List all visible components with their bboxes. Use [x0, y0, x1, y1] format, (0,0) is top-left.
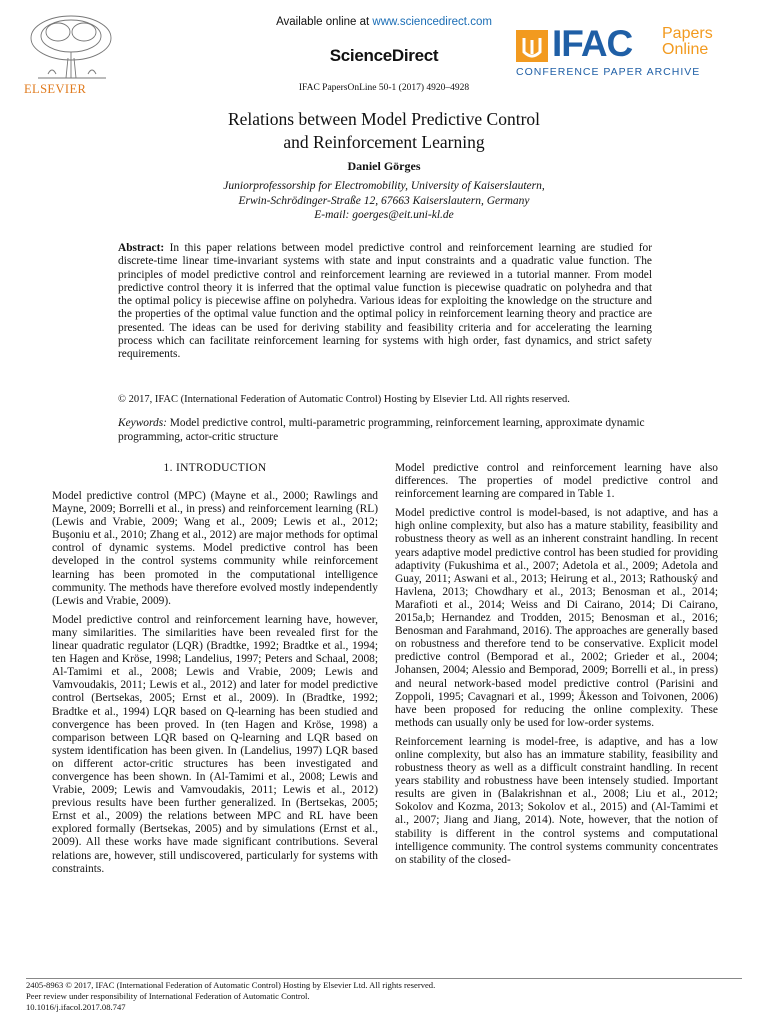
paragraph: Reinforcement learning is model-free, is adaptive, and has a low online complexity, but also has an immature stability, feasibility and robustness theory as well as a difficult constraint handling. In recent years stability and robustness have been intensely studied. Important results are given in (Balakrishnan et al., 2008; Liu et al., 2012; Sokolov and Kozma, 2013; Sokolov et al., 2015) and (Al-Tamimi et al., 2007; Jiang and Jiang, 2014). Note, however, that the notion of stability is different in the control systems and computational intelligence community. The control systems community concentrates on stability of the closed-	[395, 735, 718, 866]
elsevier-tree-icon	[18, 12, 124, 84]
keywords-text: Model predictive control, multi-parametric programming, reinforcement learning, approximate dynamic programming, actor-critic structure	[118, 417, 645, 443]
right-column	[395, 462, 718, 873]
abstract	[118, 242, 652, 362]
footer-copyright: 2405-8963 © 2017, IFAC (International Federation of Automatic Control) Hosting by Elsevier Ltd. All rights reserved.	[26, 980, 436, 990]
footer-doi: 10.1016/j.ifacol.2017.08.747	[26, 1002, 126, 1013]
left-column	[52, 490, 378, 882]
author-email: E-mail: goerges@eit.uni-kl.de	[314, 209, 454, 221]
footer-peer-review: Peer review under responsibility of International Federation of Automatic Control.	[26, 991, 310, 1002]
paragraph: Model predictive control is model-based, is not adaptive, and has a high online complexity, but also has a mature stability, feasibility and robustness theory as well as an inherent constraint handling. In recent years adaptive model predictive control has been studied for providing adaptivity (Fukushima et al., 2007; Adetola et al., 2009; Adetola and Guay, 2011; Aswani et al., 2013; Heirung et al., 2013; Rathouský and Havlena, 2013; Chowdhary et al., 2013; Benosman et al., 2014; Marafioti et al., 2014; Weiss and Di Cairano, 2014; Di Cairano, 2015a,b; Hernandez and Trodden, 2015; Benosman et al., 2016; Benosman and Farahmand, 2016). The approaches are generally based on robustness and therefore tend to be conservative. Explicit model predictive control (Bemporad et al., 2002; Grieder et al., 2004; Johansen, 2004; Alessio and Bemporad, 2009; Borrelli et al., in press) and neural network-based model predictive control (Parisini and Zoppoli, 1995; Cavagnari et al., 1999; Åkesson and Toivonen, 2006) have been proposed for reducing the online complexity. These methods can usually only be used for low-order systems.	[395, 507, 718, 729]
ifac-logo	[516, 23, 722, 82]
elsevier-logo	[18, 12, 124, 94]
keywords	[118, 416, 652, 444]
ifac-papers: Papers	[662, 25, 713, 42]
affiliation-line2: Erwin-Schrödinger-Straße 12, 67663 Kaiserslautern, Germany	[238, 194, 530, 207]
section-heading: 1. INTRODUCTION	[163, 462, 267, 474]
footer-divider	[26, 978, 742, 979]
paper-title	[80, 108, 688, 154]
paragraph: Model predictive control and reinforcement learning have, however, many similarities. The similarities have been revealed first for the linear quadratic regulator (LQR) (Bradtke, 1992; Bradtke et al., 1994; ten Hagen and Kröse, 1998; Landelius, 1997; Peters and Schaal, 2008; Al-Tamimi et al., 2008; Lewis and Vrabie, 2009; Lewis and Vamvoudakis, 2011; Lewis et al., 2012) and later for model predictive control (Bertsekas, 2005; Ernst et al., 2009). In (Bradtke, 1992; Bradtke et al., 1994) LQR based on Q-learning has been studied and convergence has been proved. In (ten Hagen and Kröse, 1998) a comparison between LQR based on Q-learning and LQR based on system identification has been given. In (Landelius, 1997) LQR based on different actor-critic structures has been investigated and convergence has been shown. In (Al-Tamimi et al., 2008; Lewis and Vrabie, 2009; Lewis and Vamvoudakis, 2011; Lewis et al., 2012) previous results have been further generalized. In (Bertsekas, 2005; Ernst et al., 2009) the relations between MPC and RL have been explored formally (Bertsekas, 2005) and by simulations (Ernst et al., 2009). All these works have made significant contributions. Several relations are, however, still undiscovered, particularly for systems with constraints.	[52, 613, 378, 875]
keywords-label: Keywords:	[118, 417, 167, 429]
footer	[26, 980, 742, 1014]
ifac-wordmark: IFAC	[552, 23, 633, 64]
available-online-label: Available online at	[276, 16, 373, 28]
sciencedirect-link[interactable]: www.sciencedirect.com	[372, 16, 492, 28]
ifac-mark-icon	[516, 30, 548, 62]
paper-title-line1: Relations between Model Predictive Control	[227, 109, 541, 129]
abstract-copyright: © 2017, IFAC (International Federation of Automatic Control) Hosting by Elsevier Ltd. All rights reserved.	[118, 394, 570, 405]
ifac-online: Online	[662, 41, 709, 58]
sciencedirect-brand: ScienceDirect	[329, 46, 439, 65]
paragraph: Model predictive control and reinforcement learning have also differences. The properties of model predictive control and reinforcement learning are compared in Table 1.	[395, 462, 718, 501]
author-name: Daniel Görges	[347, 159, 421, 173]
ifac-archive: CONFERENCE PAPER ARCHIVE	[516, 66, 701, 78]
journal-citation: IFAC PapersOnLine 50-1 (2017) 4920–4928	[298, 83, 470, 93]
elsevier-wordmark: ELSEVIER	[24, 82, 87, 96]
paragraph: Model predictive control (MPC) (Mayne et al., 2000; Rawlings and Mayne, 2009; Borrelli et al., in press) and reinforcement learning (RL) (Lewis and Vrabie, 2009; Wang et al., 2009; Lewis et al., 2012; Buşoniu et al., 2010; Zhang et al., 2012) are major methods for optimal control of dynamic systems. Model predictive control has been developed in the control systems community while reinforcement learning has been promoted in the computational intelligence community. The methods have therefore evolved mostly independently (Lewis and Vrabie, 2009).	[52, 490, 378, 607]
abstract-label: Abstract:	[118, 242, 165, 254]
affiliation	[80, 179, 688, 223]
paper-title-line2: and Reinforcement Learning	[283, 132, 485, 152]
abstract-text: In this paper relations between model predictive control and reinforcement learning are studied for discrete-time linear time-invariant systems with state and input constraints and a quadratic value function. The principles of model predictive control and reinforcement learning are reviewed in a tutorial manner. From model predictive control theory it is inferred that the optimal value function is piecewise quadratic on polyhedra and that the optimal policy is piecewise affine on polyhedra. Various ideas for exploiting the knowledge on the structure and the properties of the optimal value function and the optimal policy in reinforcement learning theory and practice are presented. The ideas can be used for deriving stability and feasibility criteria and for accelerating the learning process which can facilitate reinforcement learning for systems with high order, fast dynamics, and strict safety requirements.	[118, 242, 652, 361]
affiliation-line1: Juniorprofessorship for Electromobility, University of Kaiserslautern,	[223, 180, 545, 192]
